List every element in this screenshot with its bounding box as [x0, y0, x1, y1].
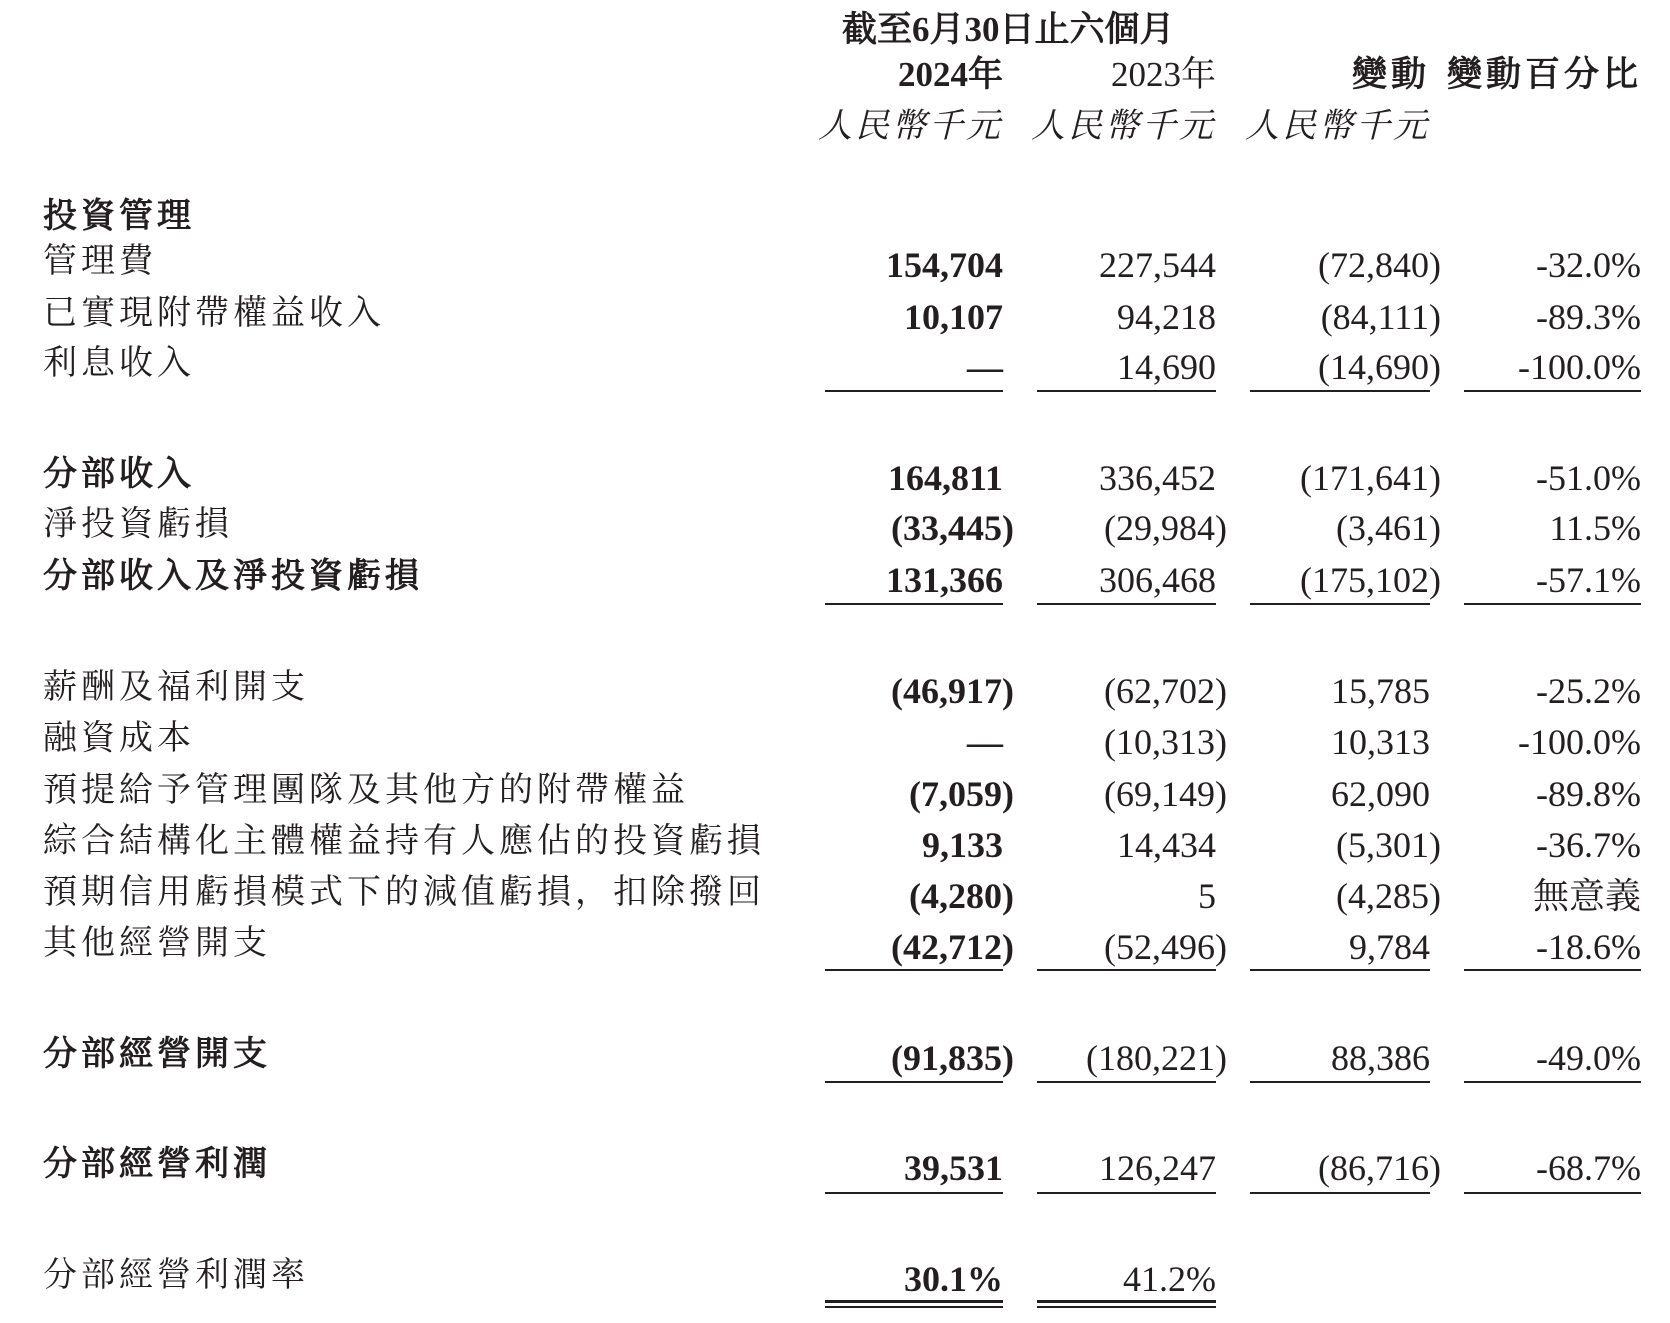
value-2023: (10,313) [1104, 722, 1227, 762]
value-change: (175,102) [1300, 560, 1441, 600]
value-2024: (42,712) [891, 927, 1014, 967]
value-2023: 227,544 [1099, 245, 1216, 285]
unit-label-2024: 人民幣千元 [818, 108, 1003, 145]
value-change-percent: 無意義 [1532, 876, 1641, 916]
value-change: 9,784 [1349, 927, 1430, 967]
row-label: 綜合結構化主體權益持有人應佔的投資虧損 [43, 823, 765, 860]
subtotal-rule [1464, 969, 1641, 971]
value-2024: 30.1% [904, 1259, 1003, 1299]
value-2023: 94,218 [1117, 297, 1216, 337]
value-2024: 10,107 [904, 297, 1003, 337]
row-heading: 分部收入及淨投資虧損 [43, 558, 423, 595]
subtotal-rule [1250, 1192, 1430, 1194]
row-label: 管理費 [43, 243, 157, 280]
value-2023: (69,149) [1104, 774, 1227, 814]
value-2024: 9,133 [922, 825, 1003, 865]
value-change: (4,285) [1336, 876, 1441, 916]
value-2024: 131,366 [886, 560, 1003, 600]
subtotal-rule [1037, 1192, 1216, 1194]
subtotal-rule [1250, 969, 1430, 971]
value-2024: 39,531 [904, 1148, 1003, 1188]
value-2023: 41.2% [1123, 1259, 1216, 1299]
row-label: 預期信用虧損模式下的減值虧損，扣除撥回 [43, 874, 765, 911]
subtotal-rule [1464, 1192, 1641, 1194]
value-2023: 336,452 [1099, 458, 1216, 498]
value-2024: (33,445) [891, 508, 1014, 548]
unit-label-change: 人民幣千元 [1245, 108, 1430, 145]
row-label: 其他經營開支 [43, 925, 271, 962]
value-2023: 126,247 [1099, 1148, 1216, 1188]
row-heading: 分部經營開支 [43, 1036, 271, 1073]
value-2023: 14,434 [1117, 825, 1216, 865]
row-label: 已實現附帶權益收入 [43, 295, 385, 332]
value-change-percent: 11.5% [1549, 508, 1641, 548]
value-2023: (180,221) [1086, 1038, 1227, 1078]
subtotal-rule [1250, 603, 1430, 605]
subtotal-rule [1037, 390, 1216, 392]
subtotal-rule [825, 603, 1003, 605]
subtotal-rule [825, 1081, 1003, 1083]
column-header-2024: 2024年 [897, 55, 1003, 94]
period-header: 截至6月30日止六個月 [842, 10, 1175, 49]
value-change: (72,840) [1318, 245, 1441, 285]
row-label: 利息收入 [43, 345, 195, 382]
unit-label-2023: 人民幣千元 [1031, 108, 1216, 145]
row-label: 融資成本 [43, 720, 195, 757]
total-double-rule [825, 1300, 1003, 1308]
value-2024: (4,280) [909, 876, 1014, 916]
column-header-change: 變動 [1351, 55, 1430, 94]
row-heading: 分部經營利潤 [43, 1146, 271, 1183]
value-change-percent: -49.0% [1536, 1038, 1641, 1078]
value-change-percent: -57.1% [1536, 560, 1641, 600]
value-change: 62,090 [1331, 774, 1430, 814]
subtotal-rule [825, 390, 1003, 392]
column-header-change-percent: 變動百分比 [1446, 55, 1642, 94]
row-label: 淨投資虧損 [43, 506, 233, 543]
subtotal-rule [1250, 390, 1430, 392]
row-label: 分部經營利潤率 [43, 1257, 309, 1294]
value-change-percent: -18.6% [1536, 927, 1641, 967]
value-change-percent: -100.0% [1518, 722, 1641, 762]
value-change: (171,641) [1300, 458, 1441, 498]
row-label: 薪酬及福利開支 [43, 669, 309, 706]
subtotal-rule [1037, 603, 1216, 605]
value-change: 10,313 [1331, 722, 1430, 762]
subtotal-rule [1037, 969, 1216, 971]
column-header-2023: 2023年 [1110, 55, 1216, 94]
subtotal-rule [1037, 1081, 1216, 1083]
total-double-rule [1037, 1300, 1216, 1308]
value-change-percent: -100.0% [1518, 347, 1641, 387]
value-change: (14,690) [1318, 347, 1441, 387]
value-2023: (62,702) [1104, 671, 1227, 711]
value-2023: 306,468 [1099, 560, 1216, 600]
value-2023: 5 [1198, 876, 1216, 916]
row-heading: 分部收入 [43, 456, 195, 493]
value-2024: (91,835) [891, 1038, 1014, 1078]
value-change: 15,785 [1331, 671, 1430, 711]
value-2024: — [967, 722, 1003, 762]
value-2023: (29,984) [1104, 508, 1227, 548]
value-2024: 154,704 [886, 245, 1003, 285]
subtotal-rule [1464, 603, 1641, 605]
subtotal-rule [1250, 1081, 1430, 1083]
value-change-percent: -32.0% [1536, 245, 1641, 285]
value-2023: 14,690 [1117, 347, 1216, 387]
value-change-percent: -89.8% [1536, 774, 1641, 814]
value-change-percent: -36.7% [1536, 825, 1641, 865]
value-change: (3,461) [1336, 508, 1441, 548]
value-change-percent: -51.0% [1536, 458, 1641, 498]
subtotal-rule [1464, 390, 1641, 392]
value-change: 88,386 [1331, 1038, 1430, 1078]
value-change: (86,716) [1318, 1148, 1441, 1188]
value-2024: (46,917) [891, 671, 1014, 711]
row-heading: 投資管理 [43, 198, 195, 235]
value-change-percent: -89.3% [1536, 297, 1641, 337]
value-2024: — [967, 347, 1003, 387]
value-change-percent: -25.2% [1536, 671, 1641, 711]
value-2024: 164,811 [887, 458, 1003, 498]
value-2023: (52,496) [1104, 927, 1227, 967]
subtotal-rule [825, 969, 1003, 971]
subtotal-rule [1464, 1081, 1641, 1083]
value-change: (84,111) [1320, 297, 1441, 337]
value-change-percent: -68.7% [1536, 1148, 1641, 1188]
value-2024: (7,059) [909, 774, 1014, 814]
subtotal-rule [825, 1192, 1003, 1194]
value-change: (5,301) [1336, 825, 1441, 865]
row-label: 預提給予管理團隊及其他方的附帶權益 [43, 772, 689, 809]
